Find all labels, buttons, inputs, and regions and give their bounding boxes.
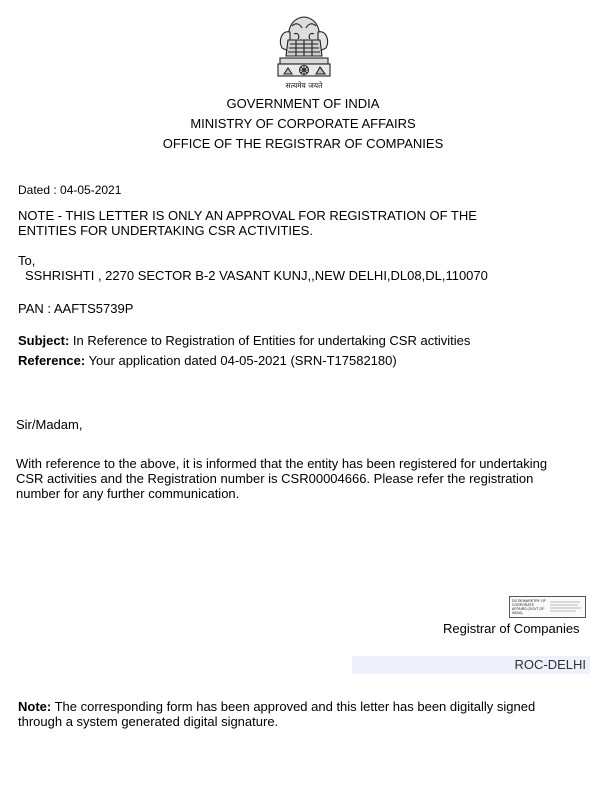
subject-label: Subject: [18,333,70,348]
approval-note-line2: ENTITIES FOR UNDERTAKING CSR ACTIVITIES. [18,223,313,238]
roc-office: ROC-DELHI [514,657,586,672]
national-emblem-icon [262,12,346,94]
footer-note-text: The corresponding form has been approved and this letter has been digitally signed [51,699,536,714]
subject-line [18,333,470,349]
header-ministry: MINISTRY OF CORPORATE AFFAIRS [190,116,416,131]
reference-line [18,353,397,369]
footer-note-line2: through a system generated digital signature. [18,714,279,729]
to-label: To, [18,253,36,268]
subject-text: In Reference to Registration of Entities for undertaking CSR activities [69,333,471,348]
footer-note-label: Note: [18,699,52,714]
signature-stamp-text: DS DEWARETRY OF CORPORATE AFFAIRS (GOVT OF INDIA) [512,599,546,615]
reference-text: Your application dated 04-05-2021 (SRN-T17582180) [85,353,397,368]
emblem-motto: सत्यमेव जयते [285,81,323,90]
pan-number: PAN : AAFTS5739P [18,301,134,316]
salutation: Sir/Madam, [16,417,83,432]
roc-band [352,656,590,674]
registrar-title: Registrar of Companies [443,621,580,636]
recipient-address: SSHRISHTI , 2270 SECTOR B-2 VASANT KUNJ,,NEW DELHI,DL08,DL,110070 [25,268,488,283]
body-line3: number for any further communication. [16,486,240,501]
letter-date: Dated : 04-05-2021 [18,183,122,197]
approval-note-line1: NOTE - THIS LETTER IS ONLY AN APPROVAL FOR REGISTRATION OF THE [18,208,477,223]
reference-label: Reference: [18,353,86,368]
signature-lines-icon [550,600,582,614]
body-line2: CSR activities and the Registration number is CSR00004666. Please refer the registration [16,471,534,486]
header-office: OFFICE OF THE REGISTRAR OF COMPANIES [162,136,444,151]
body-line1: With reference to the above, it is informed that the entity has been registered for undertaking [16,456,548,471]
footer-note-line1 [18,699,535,715]
digital-signature-stamp [509,596,586,618]
header-government: GOVERNMENT OF INDIA [226,96,380,111]
